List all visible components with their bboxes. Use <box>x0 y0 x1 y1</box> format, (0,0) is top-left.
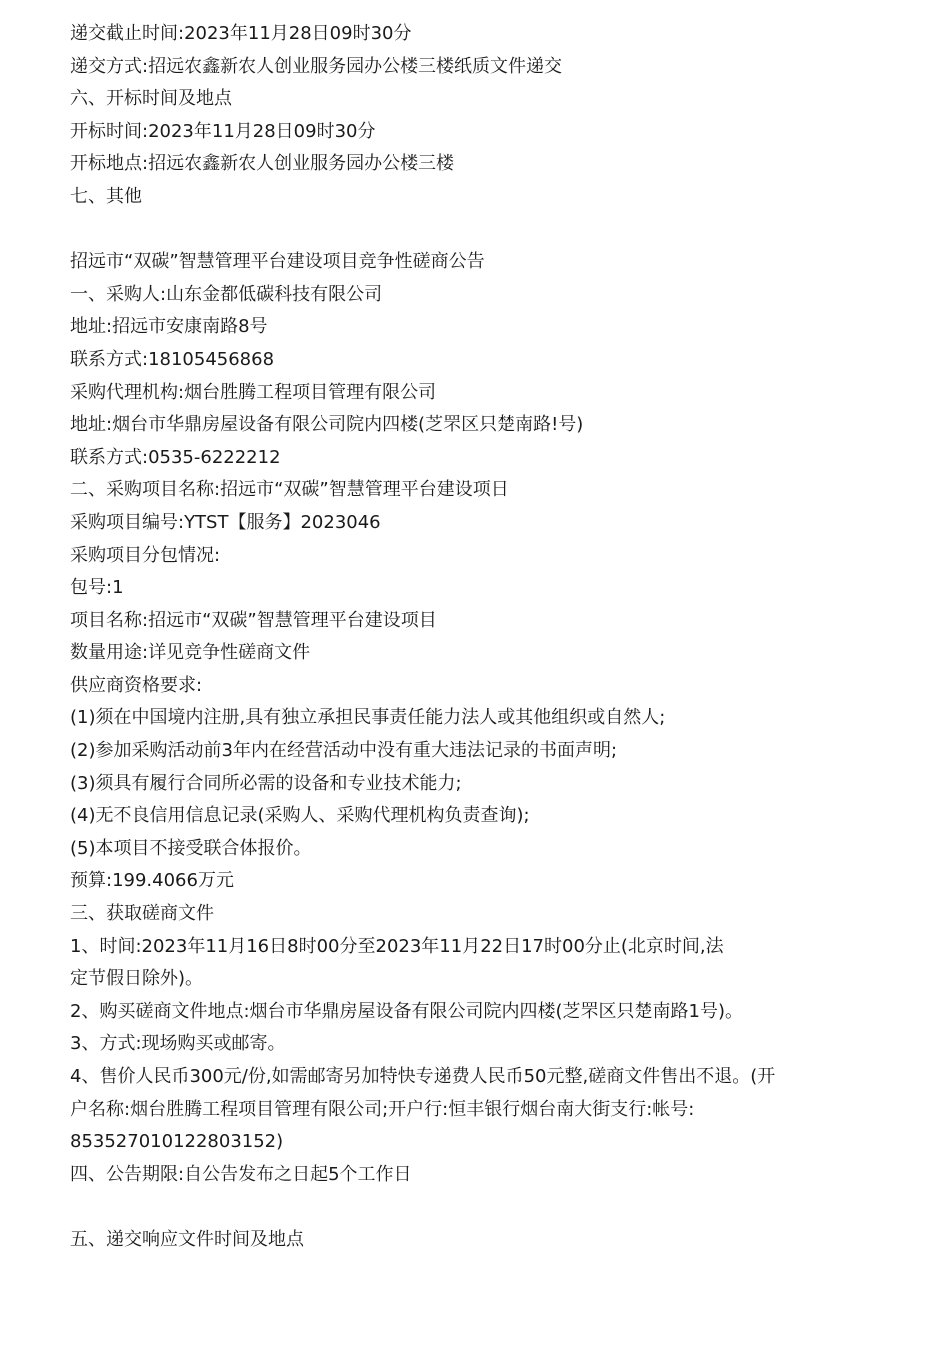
submission-method: 递交方式:招远农鑫新农人创业服务园办公楼三楼纸质文件递交 <box>70 55 563 77</box>
opening-time: 开标时间:2023年11月28日09时30分 <box>70 120 376 142</box>
section-heading-three: 三、获取磋商文件 <box>70 903 214 925</box>
notice-title: 招远市“双碳”智慧管理平台建设项目竞争性磋商公告 <box>70 251 485 273</box>
project-name: 二、采购项目名称:招远市“双碳”智慧管理平台建设项日 <box>70 479 509 501</box>
obtain-time-cont: 定节假日除外)。 <box>70 968 204 990</box>
purchaser: 一、采购人:山东金都低碳科技有限公司 <box>70 283 383 305</box>
document-page <box>70 18 890 1257</box>
account-number: 853527010122803152) <box>70 1131 284 1153</box>
requirement-item: (1)须在中国境内注册,具有独立承担民事责任能力法人或其他组织或自然人; <box>70 707 666 729</box>
blank-line <box>70 1191 890 1224</box>
section-heading-five: 五、递交响应文件时间及地点 <box>70 1228 304 1250</box>
qualification-heading: 供应商资格要求: <box>70 674 203 696</box>
obtain-time: 1、时间:2023年11月16日8时00分至2023年11月22日17时00分止(北京时间,法 <box>70 935 724 957</box>
price-info: 4、售价人民币300元/份,如需邮寄另加特快专递费人民币50元整,磋商文件售出不退。(开 <box>70 1066 776 1087</box>
blank-line <box>70 214 890 247</box>
section-heading-four: 四、公告期限:自公告发布之日起5个工作日 <box>70 1163 412 1185</box>
agency: 采购代理机构:烟台胜腾工程项目管理有限公司 <box>70 381 437 403</box>
opening-place: 开标地点:招远农鑫新农人创业服务园办公楼三楼 <box>70 153 455 175</box>
obtain-method: 3、方式:现场购买或邮寄。 <box>70 1033 286 1055</box>
submission-deadline: 递交截止时间:2023年11月28日09时30分 <box>70 23 412 44</box>
package-number: 包号:1 <box>70 577 124 599</box>
agency-address: 地址:烟台市华鼎房屋设备有限公司院内四楼(芝罘区只楚南路!号) <box>70 414 584 436</box>
section-heading-seven: 七、其他 <box>70 185 142 207</box>
package-info: 采购项目分包情况: <box>70 544 221 566</box>
item-name: 项目名称:招远市“双碳”智慧管理平台建设项目 <box>70 609 437 631</box>
purchaser-contact: 联系方式:18105456868 <box>70 348 275 370</box>
quantity-use: 数量用途:详见竞争性磋商文件 <box>70 642 311 664</box>
agency-contact: 联系方式:0535-6222212 <box>70 446 281 468</box>
requirement-item: (5)本项目不接受联合体报价。 <box>70 837 312 859</box>
price-info-cont: 户名称:烟台胜腾工程项目管理有限公司;开户行:恒丰银行烟台南大街支行:帐号: <box>70 1098 695 1120</box>
section-heading-six: 六、开标时间及地点 <box>70 88 232 110</box>
requirement-item: (3)须具有履行合同所必需的设备和专业技术能力; <box>70 772 462 794</box>
purchaser-address: 地址:招远市安康南路8号 <box>70 316 268 338</box>
requirement-item: (2)参加采购活动前3年内在经营活动中没有重大违法记录的书面声明; <box>70 740 618 762</box>
project-number: 采购项目编号:YTST【服务】2023046 <box>70 511 381 533</box>
obtain-place: 2、购买磋商文件地点:烟台市华鼎房屋设备有限公司院内四楼(芝罘区只楚南路1号)。 <box>70 1000 744 1022</box>
budget: 预算:199.4066万元 <box>70 870 234 892</box>
requirement-item: (4)无不良信用信息记录(采购人、采购代理机构负责查询); <box>70 805 530 827</box>
